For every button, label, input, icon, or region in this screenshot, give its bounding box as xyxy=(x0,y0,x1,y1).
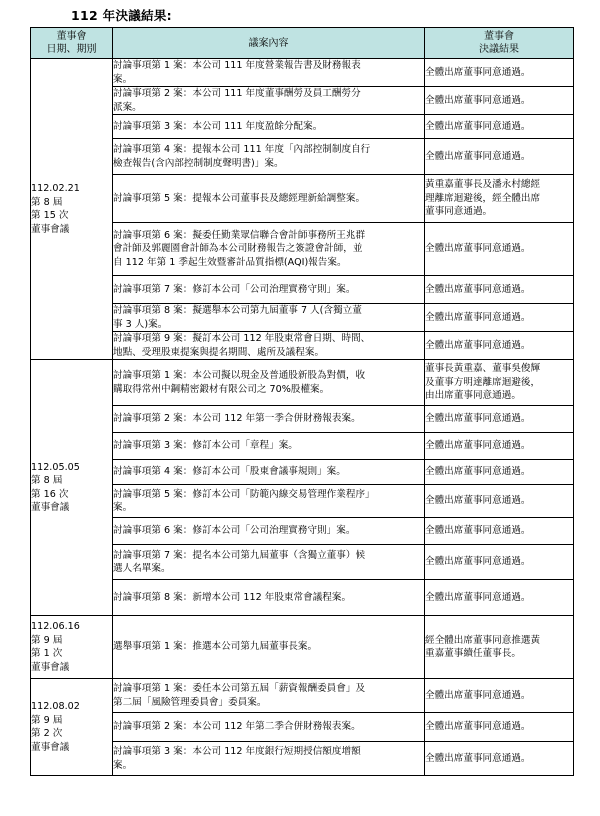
motion-content-cell xyxy=(113,616,425,679)
table-row xyxy=(31,545,574,580)
motion-content-line: 討論事項第 4 案：提報本公司 111 年度「內部控制制度自行 xyxy=(113,144,371,155)
resolution-result-cell xyxy=(425,485,574,518)
motion-content-cell xyxy=(113,175,425,223)
resolution-result-line: 及董事方明達離席迴避後， xyxy=(425,376,541,388)
motion-content-cell xyxy=(113,679,425,713)
resolution-result-line: 全體出席董事同意通過。 xyxy=(425,525,531,537)
motion-content-cell xyxy=(113,360,425,406)
resolution-result-cell xyxy=(425,360,574,406)
meeting-date-line: 董事會議 xyxy=(31,502,70,513)
table-row xyxy=(31,713,574,742)
resolution-result-line: 全體出席董事同意通過。 xyxy=(425,495,531,507)
resolution-result-line: 全體出席董事同意通過。 xyxy=(425,283,531,295)
motion-content-cell xyxy=(113,304,425,332)
table-row xyxy=(31,485,574,518)
resolution-result-cell xyxy=(425,175,574,223)
table-row xyxy=(31,115,574,139)
board-resolutions-table xyxy=(30,27,574,776)
table-row xyxy=(31,580,574,616)
motion-content-line: 討論事項第 5 案：提報本公司董事長及總經理新給調整案。 xyxy=(113,192,366,204)
resolution-result-line: 董事長黃重嘉、董事吳俊輝 xyxy=(425,363,541,375)
table-row xyxy=(31,616,574,679)
table-row xyxy=(31,679,574,713)
table-row xyxy=(31,304,574,332)
motion-content-cell xyxy=(113,115,425,139)
meeting-date-cell xyxy=(31,679,113,776)
resolution-result-line: 全體出席董事同意通過。 xyxy=(425,243,531,255)
motion-content-cell xyxy=(113,332,425,360)
table-row xyxy=(31,276,574,304)
motion-content-line: 討論事項第 3 案：本公司 111 年度盈餘分配案。 xyxy=(113,120,323,132)
resolution-result-line: 經全體出席董事同意推選黃 xyxy=(425,634,541,646)
resolution-result-cell xyxy=(425,59,574,87)
header-result xyxy=(425,28,574,59)
resolution-result-cell xyxy=(425,139,574,175)
table-header-row xyxy=(31,28,574,59)
motion-content-line: 討論事項第 3 案：修訂本公司「章程」案。 xyxy=(113,440,298,452)
meeting-date-line: 董事會議 xyxy=(31,223,70,235)
motion-content-cell xyxy=(113,87,425,115)
page-title: 112 年決議結果: xyxy=(71,8,172,23)
meeting-date-line: 第 9 屆 xyxy=(31,714,63,726)
resolution-result-cell xyxy=(425,742,574,776)
resolution-result-line: 全體出席董事同意通過。 xyxy=(425,94,531,106)
meeting-date-line: 第 16 次 xyxy=(31,488,69,500)
table-row xyxy=(31,332,574,360)
meeting-date-line: 第 15 次 xyxy=(31,210,69,221)
table-row xyxy=(31,433,574,460)
resolution-result-cell xyxy=(425,406,574,433)
header-result-line: 董事會 xyxy=(484,31,514,42)
motion-content-cell xyxy=(113,485,425,518)
resolution-result-cell xyxy=(425,433,574,460)
resolution-result-cell xyxy=(425,276,574,304)
motion-content-line: 討論事項第 2 案：本公司 111 年度董事酬勞及員工酬勞分 xyxy=(113,88,361,99)
motion-content-line: 購取得常州中鋼精密鍛材有限公司之 70%股權案。 xyxy=(113,383,330,395)
motion-content-line: 會計師及郭麗園會計師為本公司財務報告之簽證會計師，並 xyxy=(113,243,363,255)
header-result-line: 決議結果 xyxy=(479,44,519,55)
table-row xyxy=(31,518,574,545)
table-body xyxy=(31,59,574,776)
resolution-result-line: 全體出席董事同意通過。 xyxy=(425,66,531,78)
meeting-date-line: 112.02.21 xyxy=(31,183,80,194)
motion-content-line: 討論事項第 5 案：修訂本公司「防範內線交易管理作業程序」 xyxy=(113,488,375,500)
header-date xyxy=(31,28,113,59)
motion-content-line: 自 112 年第 1 季起生效暨審計品質指標(AQI)報告案。 xyxy=(113,256,347,268)
resolution-result-cell xyxy=(425,545,574,580)
resolution-result-line: 全體出席董事同意通過。 xyxy=(425,556,531,568)
resolution-result-cell xyxy=(425,332,574,360)
motion-content-cell xyxy=(113,433,425,460)
motion-content-cell xyxy=(113,223,425,276)
resolution-result-cell xyxy=(425,616,574,679)
resolution-result-line: 全體出席董事同意通過。 xyxy=(425,339,531,351)
meeting-date-line: 第 8 屆 xyxy=(31,475,63,486)
motion-content-line: 案。 xyxy=(113,759,133,771)
resolution-result-line: 全體出席董事同意通過。 xyxy=(425,413,531,425)
meeting-date-line: 第 9 屆 xyxy=(31,634,63,646)
motion-content-line: 選舉事項第 1 案：推選本公司第九屆董事長案。 xyxy=(113,641,318,653)
table-row xyxy=(31,175,574,223)
meeting-date-cell xyxy=(31,616,113,679)
motion-content-line: 討論事項第 8 案：新增本公司 112 年股東常會議程案。 xyxy=(113,591,352,603)
motion-content-line: 選人名單案。 xyxy=(113,563,171,574)
motion-content-line: 討論事項第 7 案：修訂本公司「公司治理實務守則」案。 xyxy=(113,283,356,295)
meeting-date-cell xyxy=(31,59,113,360)
motion-content-cell xyxy=(113,460,425,485)
meeting-date-line: 董事會議 xyxy=(31,741,70,753)
table-row xyxy=(31,223,574,276)
resolution-result-line: 由出席董事同意通過。 xyxy=(425,390,521,402)
table-row xyxy=(31,139,574,175)
motion-content-line: 案。 xyxy=(113,502,133,513)
motion-content-line: 討論事項第 6 案：擬委任勤業眾信聯合會計師事務所王兆群 xyxy=(113,229,366,241)
resolution-result-cell xyxy=(425,460,574,485)
resolution-result-cell xyxy=(425,580,574,616)
meeting-date-line: 第 1 次 xyxy=(31,648,63,659)
header-date-line: 董事會 xyxy=(56,31,87,42)
resolution-result-line: 全體出席董事同意通過。 xyxy=(425,591,531,603)
motion-content-line: 討論事項第 1 案：委任本公司第五屆「薪資報酬委員會」及 xyxy=(113,683,366,694)
resolution-result-line: 黃重嘉董事長及潘永村總經 xyxy=(425,179,541,191)
motion-content-line: 事 3 人)案。 xyxy=(113,318,168,330)
motion-content-line: 討論事項第 2 案：本公司 112 年第一季合併財務報表案。 xyxy=(113,413,361,425)
resolution-result-cell xyxy=(425,713,574,742)
resolution-result-cell xyxy=(425,679,574,713)
motion-content-line: 討論事項第 8 案：擬選舉本公司第九屆董事 7 人(含獨立董 xyxy=(113,305,362,316)
motion-content-line: 派案。 xyxy=(113,101,142,113)
table-row xyxy=(31,360,574,406)
table-row xyxy=(31,87,574,115)
resolution-result-line: 全體出席董事同意通過。 xyxy=(425,752,531,764)
motion-content-line: 第二屆「風險管理委員會」委員案。 xyxy=(113,696,267,708)
motion-content-cell xyxy=(113,139,425,175)
meeting-date-line: 112.06.16 xyxy=(31,621,80,632)
meeting-date-line: 112.05.05 xyxy=(31,461,80,473)
motion-content-cell xyxy=(113,518,425,545)
resolution-result-line: 重嘉董事續任董事長。 xyxy=(425,648,521,659)
motion-content-line: 討論事項第 7 案：提名本公司第九屆董事（含獨立董事）候 xyxy=(113,549,366,561)
meeting-date-line: 第 2 次 xyxy=(31,728,63,739)
motion-content-line: 討論事項第 1 案：本公司 111 年度營業報告書及財務報表 xyxy=(113,60,361,71)
motion-content-line: 討論事項第 1 案：本公司擬以現金及普通股新股為對價，收 xyxy=(113,370,366,381)
motion-content-line: 討論事項第 6 案：修訂本公司「公司治理實務守則」案。 xyxy=(113,525,356,537)
resolution-result-cell xyxy=(425,87,574,115)
resolution-result-line: 全體出席董事同意通過。 xyxy=(425,689,531,701)
table-row xyxy=(31,742,574,776)
motion-content-cell xyxy=(113,545,425,580)
resolution-result-line: 全體出席董事同意通過。 xyxy=(425,150,531,162)
resolution-result-cell xyxy=(425,115,574,139)
motion-content-line: 討論事項第 9 案：擬訂本公司 112 年股東常會日期、時間、 xyxy=(113,333,371,344)
motion-content-line: 討論事項第 4 案：修訂本公司「股東會議事規則」案。 xyxy=(113,466,346,478)
motion-content-cell xyxy=(113,742,425,776)
header-content: 議案內容 xyxy=(113,28,425,59)
resolution-result-line: 理離席迴避後，經全體出席 xyxy=(425,192,541,204)
table-row xyxy=(31,460,574,485)
resolution-result-cell xyxy=(425,518,574,545)
motion-content-cell xyxy=(113,406,425,433)
motion-content-line: 討論事項第 2 案：本公司 112 年第二季合併財務報表案。 xyxy=(113,721,361,733)
resolution-result-line: 全體出席董事同意通過。 xyxy=(425,466,531,478)
resolution-result-line: 全體出席董事同意通過。 xyxy=(425,311,531,323)
motion-content-line: 討論事項第 3 案：本公司 112 年度銀行短期授信額度增額 xyxy=(113,746,361,757)
meeting-date-cell xyxy=(31,360,113,616)
resolution-result-line: 董事同意通過。 xyxy=(425,206,493,218)
resolution-result-cell xyxy=(425,223,574,276)
motion-content-cell xyxy=(113,59,425,87)
meeting-date-line: 第 8 屆 xyxy=(31,196,63,208)
table-row xyxy=(31,406,574,433)
motion-content-line: 地點、受理股東提案與提名期間、處所及議程案。 xyxy=(113,346,325,358)
motion-content-cell xyxy=(113,713,425,742)
resolution-result-line: 全體出席董事同意通過。 xyxy=(425,440,531,452)
resolution-result-line: 全體出席董事同意通過。 xyxy=(425,120,531,132)
motion-content-line: 案。 xyxy=(113,73,133,85)
meeting-date-line: 董事會議 xyxy=(31,661,70,673)
motion-content-cell xyxy=(113,276,425,304)
motion-content-cell xyxy=(113,580,425,616)
table-row xyxy=(31,59,574,87)
motion-content-line: 檢查報告(含內部控制制度聲明書)」案。 xyxy=(113,157,284,169)
resolution-result-cell xyxy=(425,304,574,332)
resolution-result-line: 全體出席董事同意通過。 xyxy=(425,721,531,733)
header-date-line: 日期、期別 xyxy=(46,44,97,55)
meeting-date-line: 112.08.02 xyxy=(31,701,80,712)
